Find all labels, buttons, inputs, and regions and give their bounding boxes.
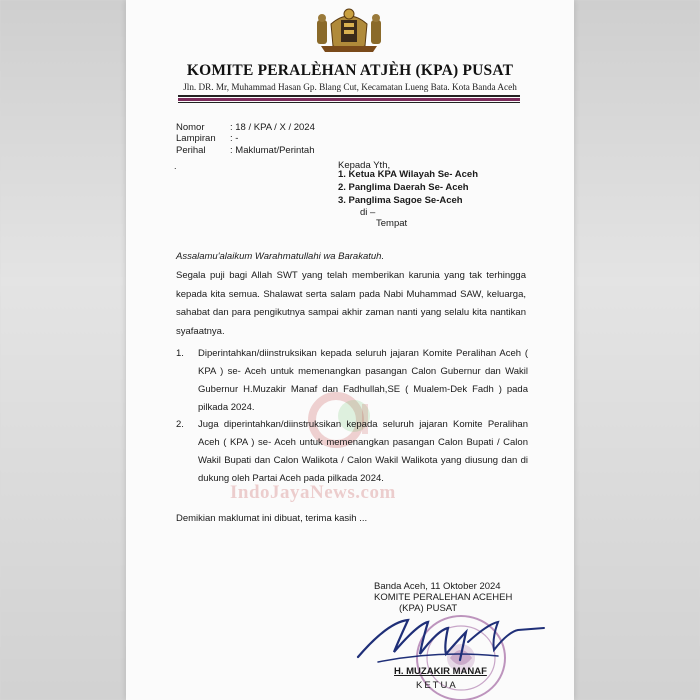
handwritten-signature-icon	[348, 602, 548, 672]
recipient-di: di –	[360, 207, 376, 218]
meta-nomor-value: : 18 / KPA / X / 2024	[230, 122, 315, 133]
signatory-title: KETUA	[416, 680, 458, 691]
background-left	[0, 0, 126, 700]
meta-lampiran-value: : -	[230, 133, 239, 144]
recipient-item: 2. Panglima Daerah Se- Aceh	[338, 182, 469, 193]
meta-nomor	[176, 122, 315, 133]
closing-line: Demikian maklumat ini dibuat, terima kasih ...	[176, 513, 368, 524]
coat-of-arms-emblem-icon	[311, 6, 387, 54]
instruction-number: 2.	[176, 419, 184, 430]
letter-page	[126, 0, 574, 700]
instruction-item	[176, 345, 528, 417]
signature-place-date: Banda Aceh, 11 Oktober 2024	[374, 581, 501, 592]
recipient-tempat: Tempat	[376, 218, 408, 229]
greeting: Assalamu'alaikum Warahmatullahi wa Barakatuh.	[176, 251, 385, 262]
meta-lampiran-label: Lampiran	[176, 133, 216, 144]
instruction-number: 1.	[176, 348, 184, 359]
signature-org-line2: (KPA) PUSAT	[399, 603, 458, 614]
signature-org-line1: KOMITE PERALEHAN ACEHEH	[374, 592, 513, 603]
recipient-item: 3. Panglima Sagoe Se-Aceh	[338, 195, 463, 206]
header-rule-top	[178, 95, 520, 97]
org-name: KOMITE PERALÈHAN ATJÈH (KPA) PUSAT	[186, 62, 514, 79]
opening-paragraph: Segala puji bagi Allah SWT yang telah memberikan karunia yang tak terhingga kepada kita semua. Shalawat serta salam pada Nabi Muhammad SAW, keluarga, sahabat dan para pengikutnya sampai akhir zaman nanti yang selalu kita nantikan syafaatnya.	[176, 270, 526, 337]
background-right	[574, 0, 700, 700]
header-rule-accent	[178, 98, 520, 101]
instruction-text: Juga diperintahkan/diinstruksikan kepada seluruh jajaran Komite Peralihan Aceh ( KPA ) se- Aceh untuk memenangkan pasangan Calon Bupati / Calon Wakil Bupati dan Calon Walikota / Calon Wakil Walikota yang diusung dan di dukung oleh Partai Aceh pada pilkada 2024.	[198, 419, 528, 484]
watermark-text: IndoJayaNews.com	[230, 482, 396, 503]
stray-mark: .	[174, 161, 177, 171]
meta-nomor-label: Nomor	[176, 122, 205, 133]
recipient-intro: Kepada Yth,	[338, 160, 391, 171]
recipient-item: 1. Ketua KPA Wilayah Se- Aceh	[338, 169, 478, 180]
instruction-text: Diperintahkan/diinstruksikan kepada seluruh jajaran Komite Peralihan Aceh ( KPA ) se- Aceh untuk memenangkan pasangan Calon Gubernur dan Wakil Gubernur H.Muzakir Manaf dan Fadhullah,SE ( Mualem-Dek Fadh ) pada pilkada 2024.	[198, 348, 528, 413]
header-rule-bottom	[178, 102, 520, 103]
meta-perihal-value: : Maklumat/Perintah	[230, 145, 315, 156]
meta-perihal-label: Perihal	[176, 145, 206, 156]
org-address: Jln. DR. Mr, Muhammad Hasan Gp. Blang Cut, Kecamatan Lueng Bata. Kota Banda Aceh	[183, 82, 517, 92]
meta-perihal	[176, 145, 314, 156]
signatory-name: H. MUZAKIR MANAF	[394, 666, 487, 677]
meta-lampiran	[176, 133, 238, 144]
instruction-item	[176, 416, 528, 488]
